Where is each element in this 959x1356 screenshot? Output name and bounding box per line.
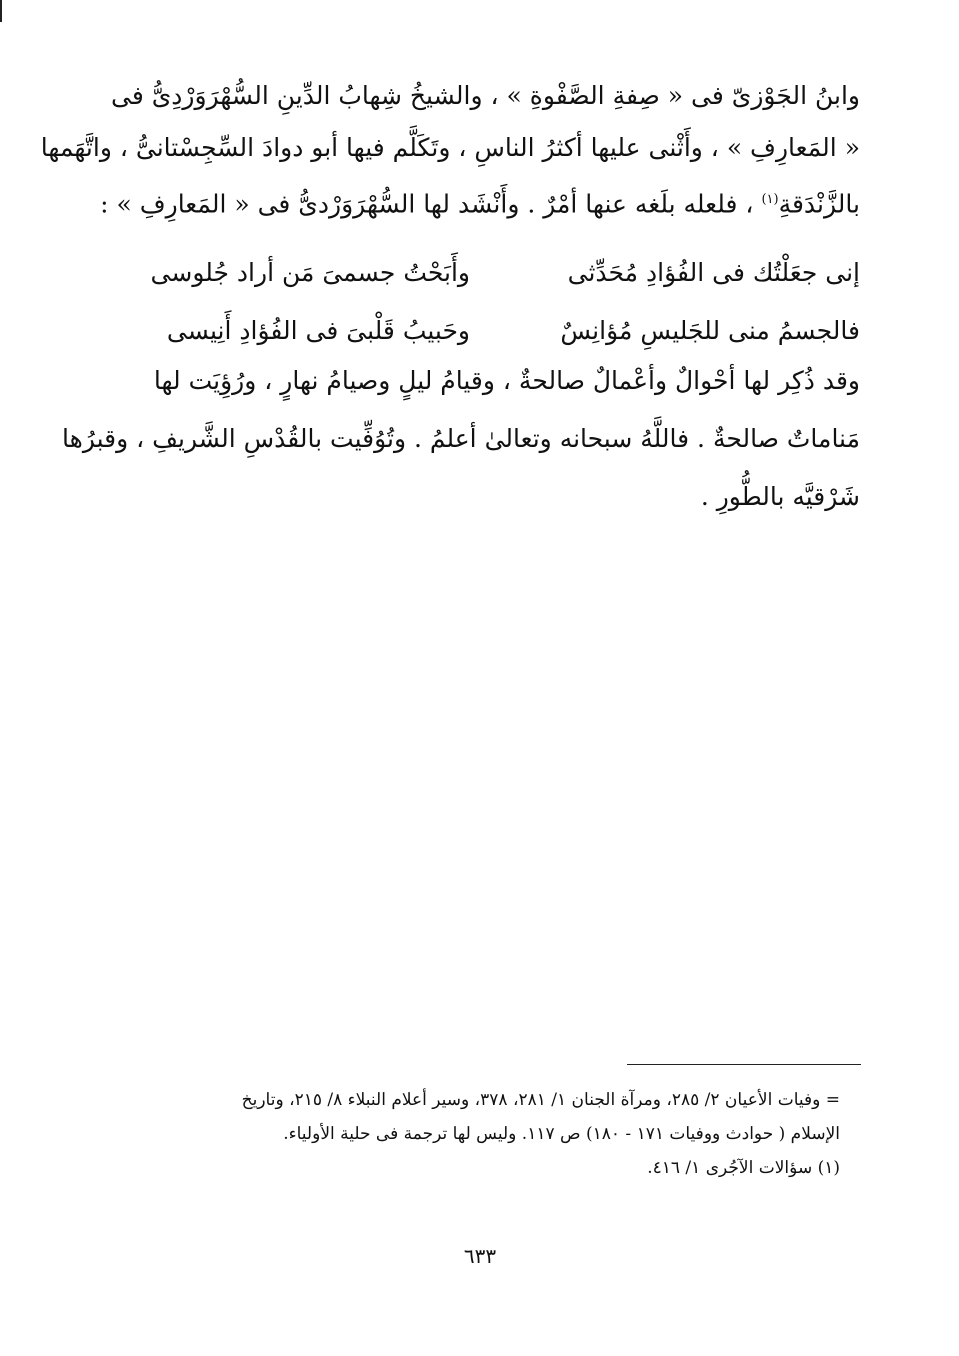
footnote-line: الإسلام ( حوادث ووفيات ١٧١ - ١٨٠) ص ١١٧. وليس لها ترجمة فى حلية الأولياء. (283, 1124, 840, 1144)
text-line: شَرْقيَّه بالطُّورِ . (700, 482, 860, 511)
page-number: ٦٣٣ (463, 1244, 497, 1268)
text-line: « المَعارِفِ » ، وأَثْنى عليها أكثرُ الناسِ ، وتَكَلَّم فيها أبو دوادَ السِّجِسْتانىُّ ، واتَّهَمها (40, 133, 860, 162)
poem-hemistich-first: إنى جعَلْتُك فى الفُؤادِ مُحَدِّثى (567, 257, 860, 287)
poem-verse (140, 301, 860, 359)
footnote-line: (١) سؤالات الآجُرى ١/ ٤١٦. (647, 1158, 840, 1178)
text-line: مَناماتٌ صالحةٌ . فاللَّهُ سبحانه وتعالىٰ أعلمُ . وتُوُفِّيت بالقُدْسِ الشَّريفِ ، وقبرُها (62, 424, 860, 453)
text-line: وابنُ الجَوْزىّ فى « صِفةِ الصَّفْوةِ » ، والشيخُ شِهابُ الدِّينِ السُّهْرَوَرْدِىُّ فى (111, 81, 860, 110)
footnote-separator (627, 1064, 861, 1065)
footnotes (120, 1083, 840, 1185)
text-segment: بالزَّنْدَقةِ (778, 189, 860, 219)
text-segment: ، فلعله بلَغه عنها أمْرٌ . وأَنْشَد لها السُّهْرَوَرْدىُّ فى « المَعارِفِ » : (100, 189, 762, 219)
poem-block (140, 243, 860, 359)
text-line (100, 174, 860, 230)
poem-hemistich-second: وأَبَحْتُ جسمىَ مَن أراد جُلوسى (150, 257, 470, 287)
paragraph-top (40, 70, 860, 230)
footnote-line: = وفيات الأعيان ٢/ ٢٨٥، ومرآة الجنان ١/ ٢٨١، ٣٧٨، وسير أعلام النبلاء ٨/ ٢١٥، وتاريخ (241, 1090, 840, 1110)
paragraph-bottom (62, 352, 860, 526)
poem-hemistich-second: وحَبيبُ قَلْبىَ فى الفُؤادِ أَنِيسى (166, 315, 470, 345)
poem-hemistich-first: فالجسمُ منى للجَليسِ مُؤانِسٌ (560, 315, 860, 345)
text-line: وقد ذُكِر لها أحْوالٌ وأعْمالٌ صالحةٌ ، وقيامُ ليلٍ وصيامُ نهارٍ ، ورُؤِيَت لها (153, 366, 860, 395)
footnote-marker: (١) (761, 192, 779, 207)
poem-verse (140, 243, 860, 301)
